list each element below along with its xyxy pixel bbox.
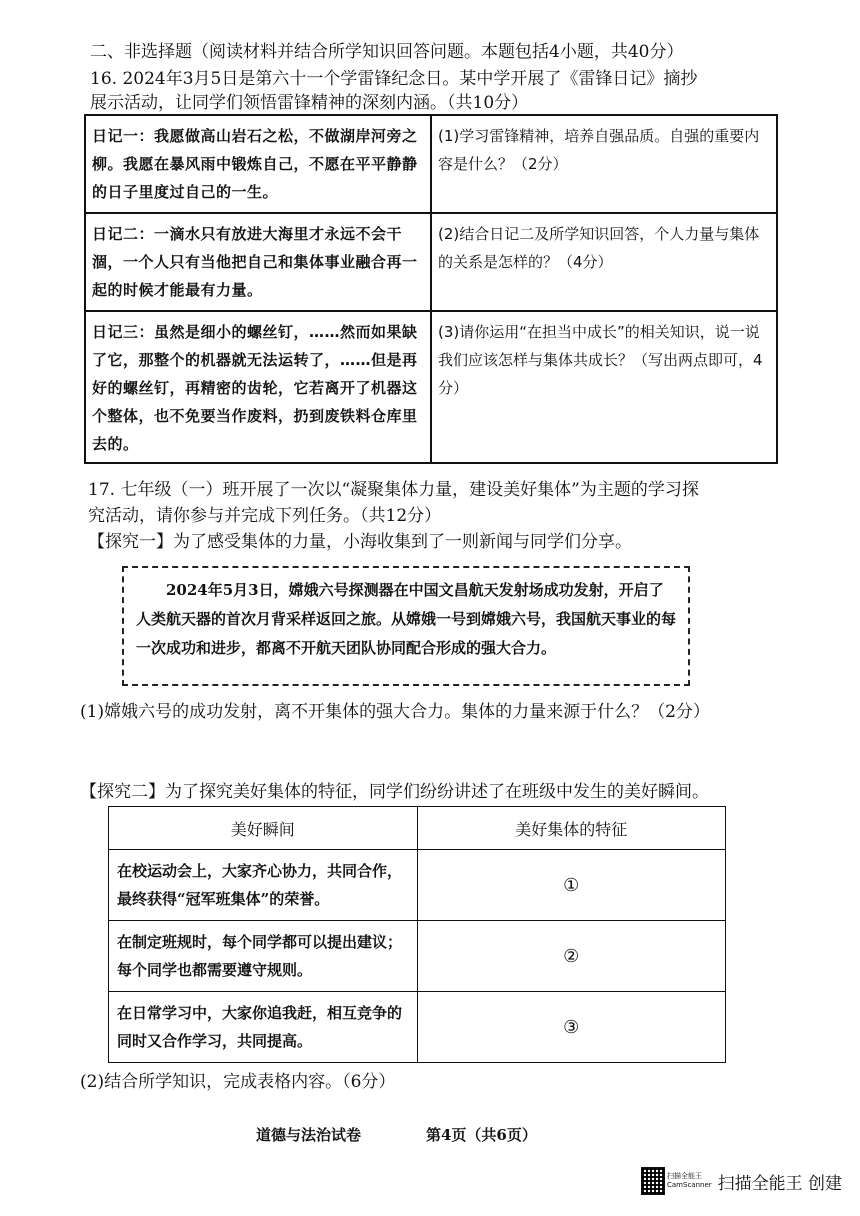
watermark-logo-line1: 扫描全能王 xyxy=(667,1172,702,1180)
feature-cell: ② xyxy=(417,921,726,992)
footer-page-number: 第4页（共6页） xyxy=(426,1126,537,1144)
q17-intro-line2: 究活动，请你参与并完成下列任务。（共12分） xyxy=(88,506,442,526)
scanner-watermark xyxy=(641,1166,842,1196)
diary-two: 日记二：一滴水只有放进大海里才永远不会干涸，一个人只有当他把自己和集体事业融合再一起的时候才能最有力量。 xyxy=(85,213,431,311)
q16-intro-line2: 展示活动，让同学们领悟雷锋精神的深刻内涵。（共10分） xyxy=(90,93,529,113)
header-moment: 美好瞬间 xyxy=(109,807,418,850)
table-row xyxy=(109,921,726,992)
news-box xyxy=(122,566,690,686)
moments-table xyxy=(108,806,726,1063)
q16-subquestion-1: (1)学习雷锋精神，培养自强品质。自强的重要内容是什么？（2分） xyxy=(431,115,777,213)
feature-cell: ③ xyxy=(417,992,726,1063)
table-row xyxy=(109,850,726,921)
q17-subquestion-2: (2)结合所学知识，完成表格内容。（6分） xyxy=(80,1072,396,1092)
watermark-logo-text xyxy=(667,1172,712,1190)
moment-cell: 在校运动会上，大家齐心协力，共同合作，最终获得“冠军班集体”的荣誉。 xyxy=(109,850,418,921)
explore-two-heading: 【探究二】为了探究美好集体的特征，同学们纷纷讲述了在班级中发生的美好瞬间。 xyxy=(80,782,709,802)
table-row xyxy=(85,311,777,463)
watermark-text: 扫描全能王 创建 xyxy=(717,1173,843,1194)
diary-table xyxy=(84,114,778,464)
moment-cell: 在日常学习中，大家你追我赶，相互竞争的同时又合作学习，共同提高。 xyxy=(109,992,418,1063)
table-row xyxy=(109,992,726,1063)
footer-subject: 道德与法治试卷 xyxy=(256,1126,362,1144)
q16-subquestion-2: (2)结合日记二及所学知识回答，个人力量与集体的关系是怎样的？（4分） xyxy=(431,213,777,311)
header-feature: 美好集体的特征 xyxy=(417,807,726,850)
diary-three: 日记三：虽然是细小的螺丝钉，……然而如果缺了它，那整个的机器就无法运转了，……但是再好的螺丝钉，再精密的齿轮，它若离开了机器这个整体，也不免要当作废料，扔到废铁料仓库里去的。 xyxy=(85,311,431,463)
q16-subquestion-3: (3)请你运用“在担当中成长”的相关知识，说一说我们应该怎样与集体共成长？（写出两点即可，4分） xyxy=(431,311,777,463)
explore-one-heading: 【探究一】为了感受集体的力量，小海收集到了一则新闻与同学们分享。 xyxy=(88,532,632,552)
diary-one: 日记一：我愿做高山岩石之松，不做湖岸河旁之柳。我愿在暴风雨中锻炼自己，不愿在平平静静的日子里度过自己的一生。 xyxy=(85,115,431,213)
table-row xyxy=(85,213,777,311)
table-row xyxy=(85,115,777,213)
moment-cell: 在制定班规时，每个同学都可以提出建议；每个同学也都需要遵守规则。 xyxy=(109,921,418,992)
q16-intro-line1: 16. 2024年3月5日是第六十一个学雷锋纪念日。某中学开展了《雷锋日记》摘抄 xyxy=(90,69,698,89)
q17-subquestion-1: (1)嫦娥六号的成功发射，离不开集体的强大合力。集体的力量来源于什么？（2分） xyxy=(80,702,710,722)
q17-intro-line1: 17. 七年级（一）班开展了一次以“凝聚集体力量，建设美好集体”为主题的学习探 xyxy=(88,480,699,500)
section-title: 二、非选择题（阅读材料并结合所学知识回答问题。本题包括4小题，共40分） xyxy=(90,42,684,62)
watermark-logo-line2: CamScanner xyxy=(667,1181,712,1189)
qr-code-icon xyxy=(641,1167,665,1195)
feature-cell: ① xyxy=(417,850,726,921)
table-header-row xyxy=(109,807,726,850)
news-text: 2024年5月3日，嫦娥六号探测器在中国文昌航天发射场成功发射，开启了人类航天器的首次月背采样返回之旅。从嫦娥一号到嫦娥六号，我国航天事业的每一次成功和进步，都离不开航天团队协同配合形成的强大合力。 xyxy=(136,581,677,657)
